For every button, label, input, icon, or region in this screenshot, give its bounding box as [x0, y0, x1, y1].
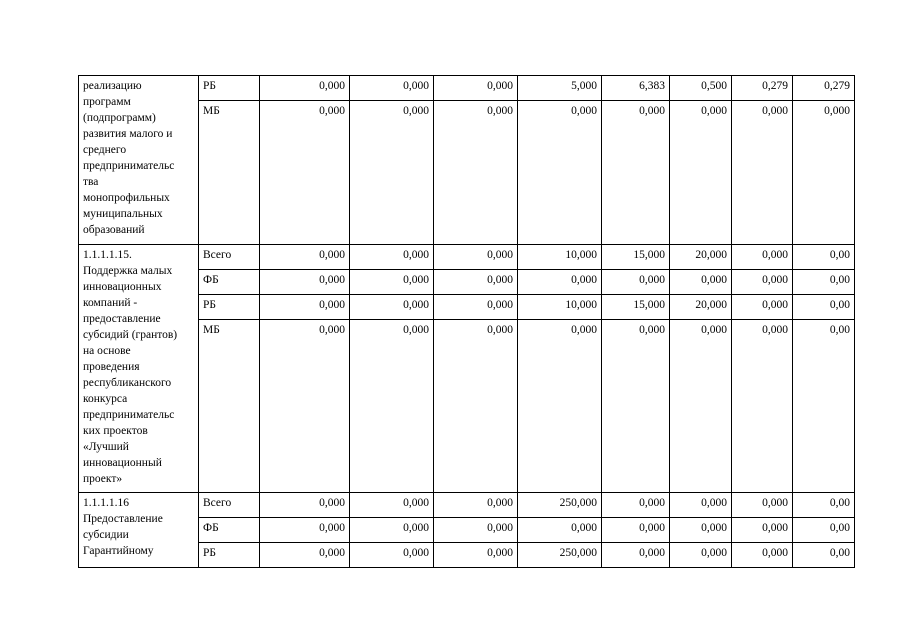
value-cell: 0,000 [434, 543, 518, 568]
value-cell: 0,000 [434, 245, 518, 270]
description-line: на основе [83, 345, 131, 357]
value-cell: 0,000 [434, 101, 518, 245]
value-cell: 0,00 [793, 493, 855, 518]
value-cell: 20,000 [670, 295, 732, 320]
value-cell: 0,279 [732, 76, 793, 101]
value-cell: 0,000 [602, 270, 670, 295]
description-line: 1.1.1.1.16 [83, 497, 129, 509]
item-description [79, 76, 199, 245]
value-cell: 250,000 [518, 543, 602, 568]
value-cell: 0,000 [732, 245, 793, 270]
value-cell: 0,000 [732, 493, 793, 518]
description-line: среднего [83, 144, 127, 156]
value-cell: 0,000 [670, 493, 732, 518]
description-line: образований [83, 224, 145, 236]
value-cell: 0,000 [350, 543, 434, 568]
value-cell: 0,000 [434, 270, 518, 295]
description-line: компаний - [83, 297, 138, 309]
table-row [79, 76, 855, 101]
value-cell: 0,000 [350, 320, 434, 493]
value-cell: 0,000 [434, 295, 518, 320]
item-description [79, 245, 199, 493]
description-line: предпринимательс [83, 160, 175, 172]
funding-source: РБ [199, 543, 260, 568]
value-cell: 0,000 [350, 270, 434, 295]
description-line: проект» [83, 473, 123, 485]
funding-source: Всего [199, 493, 260, 518]
value-cell: 0,000 [260, 76, 350, 101]
description-line: развития малого и [83, 128, 173, 140]
value-cell: 0,000 [670, 543, 732, 568]
table-row [79, 493, 855, 518]
value-cell: 0,000 [260, 295, 350, 320]
value-cell: 0,000 [434, 320, 518, 493]
value-cell: 0,000 [732, 295, 793, 320]
value-cell: 0,000 [602, 101, 670, 245]
value-cell: 0,000 [260, 493, 350, 518]
description-line: 1.1.1.1.15. [83, 249, 132, 261]
value-cell: 0,000 [602, 518, 670, 543]
value-cell: 0,000 [732, 101, 793, 245]
description-line: предпринимательс [83, 409, 175, 421]
value-cell: 0,000 [260, 543, 350, 568]
funding-source: РБ [199, 76, 260, 101]
value-cell: 0,000 [732, 320, 793, 493]
value-cell: 0,000 [732, 543, 793, 568]
value-cell: 10,000 [518, 245, 602, 270]
value-cell: 0,000 [350, 76, 434, 101]
funding-source: ФБ [199, 518, 260, 543]
value-cell: 0,000 [350, 245, 434, 270]
funding-source: МБ [199, 320, 260, 493]
value-cell: 0,000 [434, 518, 518, 543]
value-cell: 0,000 [518, 270, 602, 295]
value-cell: 0,000 [602, 543, 670, 568]
value-cell: 10,000 [518, 295, 602, 320]
value-cell: 0,00 [793, 320, 855, 493]
value-cell: 250,000 [518, 493, 602, 518]
value-cell: 15,000 [602, 245, 670, 270]
value-cell: 0,00 [793, 295, 855, 320]
value-cell: 6,383 [602, 76, 670, 101]
value-cell: 0,00 [793, 518, 855, 543]
value-cell: 0,000 [350, 518, 434, 543]
value-cell: 0,279 [793, 76, 855, 101]
value-cell: 0,000 [670, 518, 732, 543]
description-line: программ [83, 96, 131, 108]
description-line: тва [83, 176, 99, 188]
value-cell: 0,500 [670, 76, 732, 101]
table-row [79, 245, 855, 270]
description-line: (подпрограмм) [83, 112, 156, 124]
value-cell: 0,000 [260, 245, 350, 270]
description-line: инновационных [83, 281, 162, 293]
value-cell: 0,00 [793, 245, 855, 270]
description-line: ких проектов [83, 425, 148, 437]
description-line: субсидий (грантов) [83, 329, 178, 341]
value-cell: 20,000 [670, 245, 732, 270]
value-cell: 15,000 [602, 295, 670, 320]
description-line: Предоставление [83, 513, 163, 525]
value-cell: 0,000 [670, 270, 732, 295]
funding-source: ФБ [199, 270, 260, 295]
funding-source: МБ [199, 101, 260, 245]
value-cell: 0,000 [793, 101, 855, 245]
value-cell: 0,000 [260, 518, 350, 543]
value-cell: 0,00 [793, 270, 855, 295]
value-cell: 0,000 [518, 320, 602, 493]
value-cell: 0,000 [732, 270, 793, 295]
description-line: инновационный [83, 457, 162, 469]
budget-table-body [79, 76, 855, 568]
description-line: монопрофильных [83, 192, 170, 204]
value-cell: 5,000 [518, 76, 602, 101]
value-cell: 0,000 [350, 493, 434, 518]
description-line: субсидии [83, 529, 129, 541]
item-description [79, 493, 199, 568]
description-line: муниципальных [83, 208, 163, 220]
value-cell: 0,000 [434, 493, 518, 518]
description-line: Гарантийному [83, 545, 154, 557]
value-cell: 0,000 [670, 320, 732, 493]
value-cell: 0,000 [260, 320, 350, 493]
description-line: проведения [83, 361, 140, 373]
description-line: конкурса [83, 393, 128, 405]
value-cell: 0,000 [732, 518, 793, 543]
value-cell: 0,000 [518, 101, 602, 245]
budget-table [78, 75, 855, 568]
value-cell: 0,000 [518, 518, 602, 543]
description-line: предоставление [83, 313, 161, 325]
value-cell: 0,00 [793, 543, 855, 568]
value-cell: 0,000 [260, 270, 350, 295]
value-cell: 0,000 [350, 101, 434, 245]
description-line: республиканского [83, 377, 172, 389]
description-line: «Лучший [83, 441, 129, 453]
value-cell: 0,000 [602, 320, 670, 493]
funding-source: РБ [199, 295, 260, 320]
value-cell: 0,000 [670, 101, 732, 245]
value-cell: 0,000 [350, 295, 434, 320]
description-line: Поддержка малых [83, 265, 173, 277]
value-cell: 0,000 [434, 76, 518, 101]
value-cell: 0,000 [602, 493, 670, 518]
description-line: реализацию [83, 80, 142, 92]
funding-source: Всего [199, 245, 260, 270]
value-cell: 0,000 [260, 101, 350, 245]
